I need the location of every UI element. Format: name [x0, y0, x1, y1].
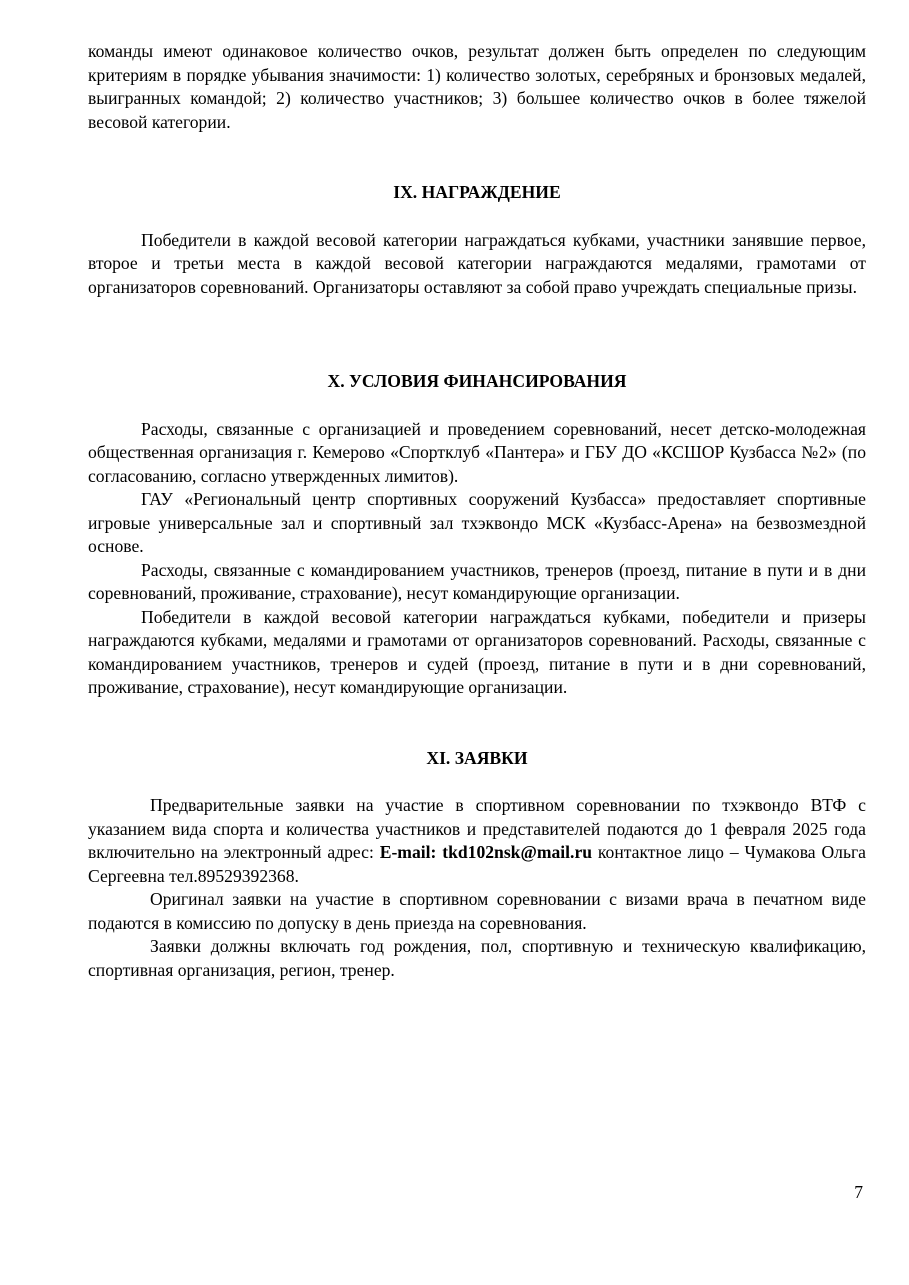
intro-paragraph: команды имеют одинаковое количество очков, результат должен быть определен по следующим критериям в порядке убывания значимости: 1) количество золотых, серебряных и бронзовых медалей, выигранных командой; 2) количество участников; 3) большее количество очков в более тяжелой весовой категории. — [88, 41, 866, 132]
section-x-paragraph-3: Расходы, связанные с командированием участников, тренеров (проезд, питание в пути и в дни соревнований, проживание, страхование), несут командирующие организации. — [88, 559, 866, 603]
section-xi-paragraph-2: Оригинал заявки на участие в спортивном соревновании с визами врача в печатном виде подаются в комиссию по допуску в день приезда на соревнования. — [88, 889, 866, 933]
section-ix-title: IX. НАГРАЖДЕНИЕ — [393, 182, 561, 202]
section-xi-p1-text-before: Предварительные заявки на участие в спортивном соревновании по тхэквондо ВТФ с указанием вида спорта и количества участников и представителей подаются до 1 февраля 2025 года включительно на электронный адрес: — [88, 795, 866, 862]
section-xi-paragraph-1 — [88, 794, 866, 888]
section-xi-p1-text-after: контактное лицо – Чумакова Ольга Сергеевна тел.89529392368. — [88, 842, 866, 886]
contact-email: E-mail: tkd102nsk@mail.ru — [379, 842, 593, 862]
section-xi-title: XI. ЗАЯВКИ — [426, 747, 528, 768]
document-page — [88, 40, 866, 982]
section-x-title: X. УСЛОВИЯ ФИНАНСИРОВАНИЯ — [327, 371, 627, 391]
page-number: 7 — [854, 1182, 863, 1202]
section-x-paragraph-4: Победители в каждой весовой категории награждаться кубками, победители и призеры награждаются кубками, медалями и грамотами от организаторов соревнований. Расходы, связанные с командированием участников, тренеров и судей (проезд, питание в пути и в дни соревнований, проживание, страхование), несут командирующие организации. — [88, 606, 866, 697]
section-xi-paragraph-3: Заявки должны включать год рождения, пол, спортивную и техническую квалификацию, спортивная организация, регион, тренер. — [88, 936, 866, 980]
section-x-paragraph-1: Расходы, связанные с организацией и проведением соревнований, несет детско-молодежная общественная организация г. Кемерово «Спортклуб «Пантера» и ГБУ ДО «КСШОР Кузбасса №2» (по согласованию, согласно утвержденных лимитов). — [88, 418, 866, 486]
section-ix-paragraph-1: Победители в каждой весовой категории награждаться кубками, участники занявшие первое, второе и третьи места в каждой весовой категории награждаются медалями, грамотами от организаторов соревнований. Организаторы оставляют за собой право учреждать специальные призы. — [88, 229, 866, 297]
section-x-paragraph-2: ГАУ «Региональный центр спортивных сооружений Кузбасса» предоставляет спортивные игровые универсальные зал и спортивный зал тхэквондо МСК «Кузбасс-Арена» на безвозмездной основе. — [88, 489, 866, 556]
